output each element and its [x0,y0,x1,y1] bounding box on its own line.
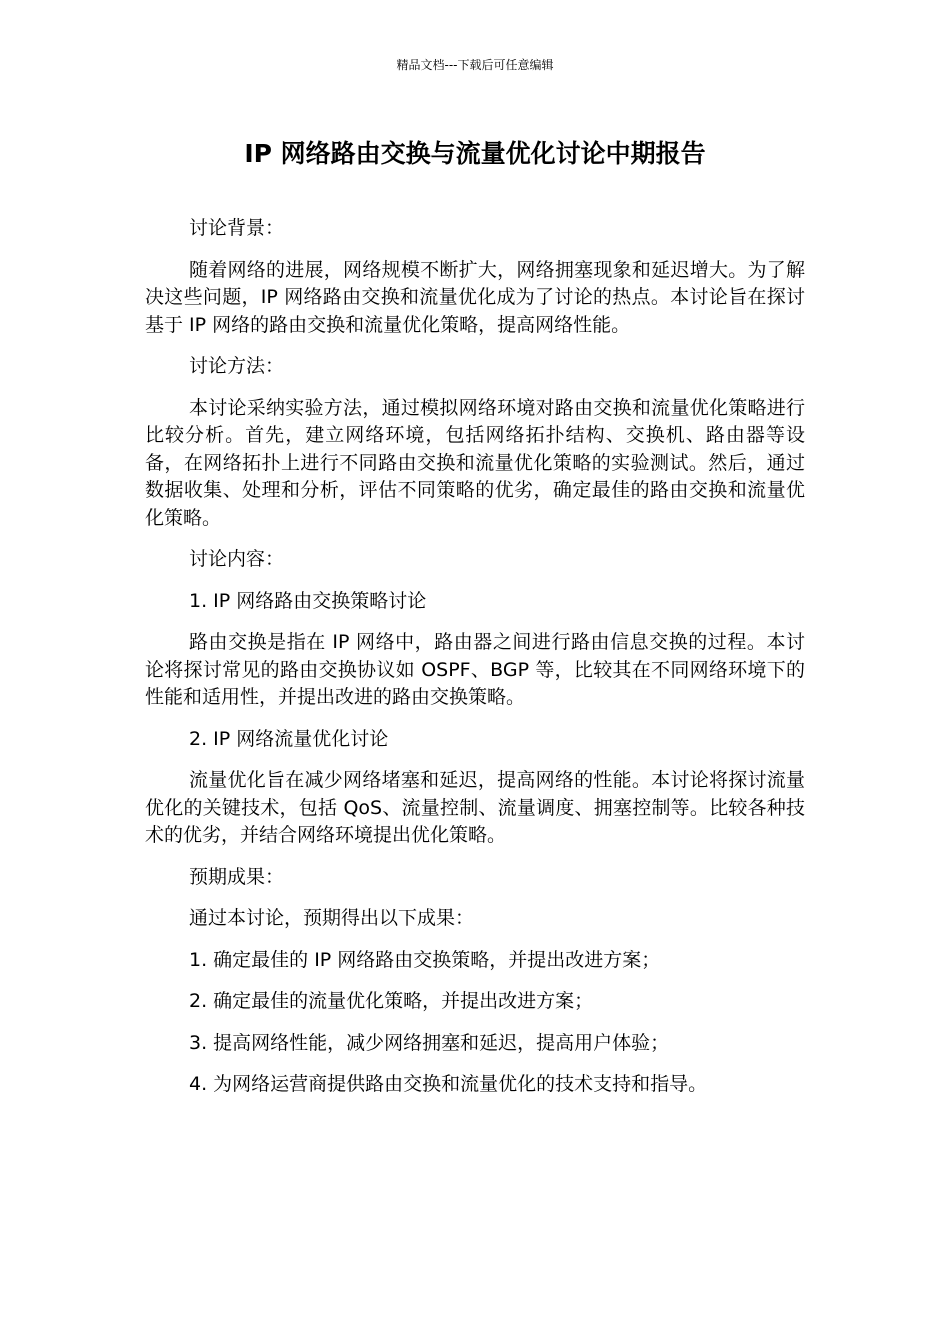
section2-paragraph: 流量优化旨在减少网络堵塞和延迟，提高网络的性能。本讨论将探讨流量优化的关键技术，包括 QoS、流量控制、流量调度、拥塞控制等。比较各种技术的优劣，并结合网络环境提出优化策略。 [145,769,805,846]
result-item: 3. 提高网络性能，减少网络拥塞和延迟，提高用户体验； [189,1031,670,1054]
section1-paragraph: 路由交换是指在 IP 网络中，路由器之间进行路由信息交换的过程。本讨论将探讨常见的路由交换协议如 OSPF、BGP 等，比较其在不同网络环境下的性能和适用性，并提出改进的路由交换策略。 [145,631,805,708]
section1-heading: 1. IP 网络路由交换策略讨论 [189,589,427,612]
results-intro: 通过本讨论，预期得出以下成果： [189,907,475,929]
method-paragraph: 本讨论采纳实验方法，通过模拟网络环境对路由交换和流量优化策略进行比较分析。首先，建立网络环境，包括网络拓扑结构、交换机、路由器等设备，在网络拓扑上进行不同路由交换和流量优化策略的实验测试。然后，通过数据收集、处理和分析，评估不同策略的优劣，确定最佳的路由交换和流量优化策略。 [145,396,805,529]
section2-heading: 2. IP 网络流量优化讨论 [189,727,389,750]
background-heading: 讨论背景： [189,217,285,239]
document-title: IP 网络路由交换与流量优化讨论中期报告 [244,139,706,168]
result-item: 4. 为网络运营商提供路由交换和流量优化的技术支持和指导。 [189,1073,708,1095]
result-item: 1. 确定最佳的 IP 网络路由交换策略，并提出改进方案； [189,948,661,971]
content-heading: 讨论内容： [189,548,285,570]
result-item: 2. 确定最佳的流量优化策略，并提出改进方案； [189,990,594,1012]
document-body [145,215,805,1113]
method-heading: 讨论方法： [189,355,285,377]
results-heading: 预期成果： [189,865,285,888]
background-paragraph: 随着网络的进展，网络规模不断扩大，网络拥塞现象和延迟增大。为了解决这些问题，IP 网络路由交换和流量优化成为了讨论的热点。本讨论旨在探讨基于 IP 网络的路由交换和流量优化策略，提高网络性能。 [145,258,805,336]
page-header: 精品文档---下载后可任意编辑 [396,58,554,72]
